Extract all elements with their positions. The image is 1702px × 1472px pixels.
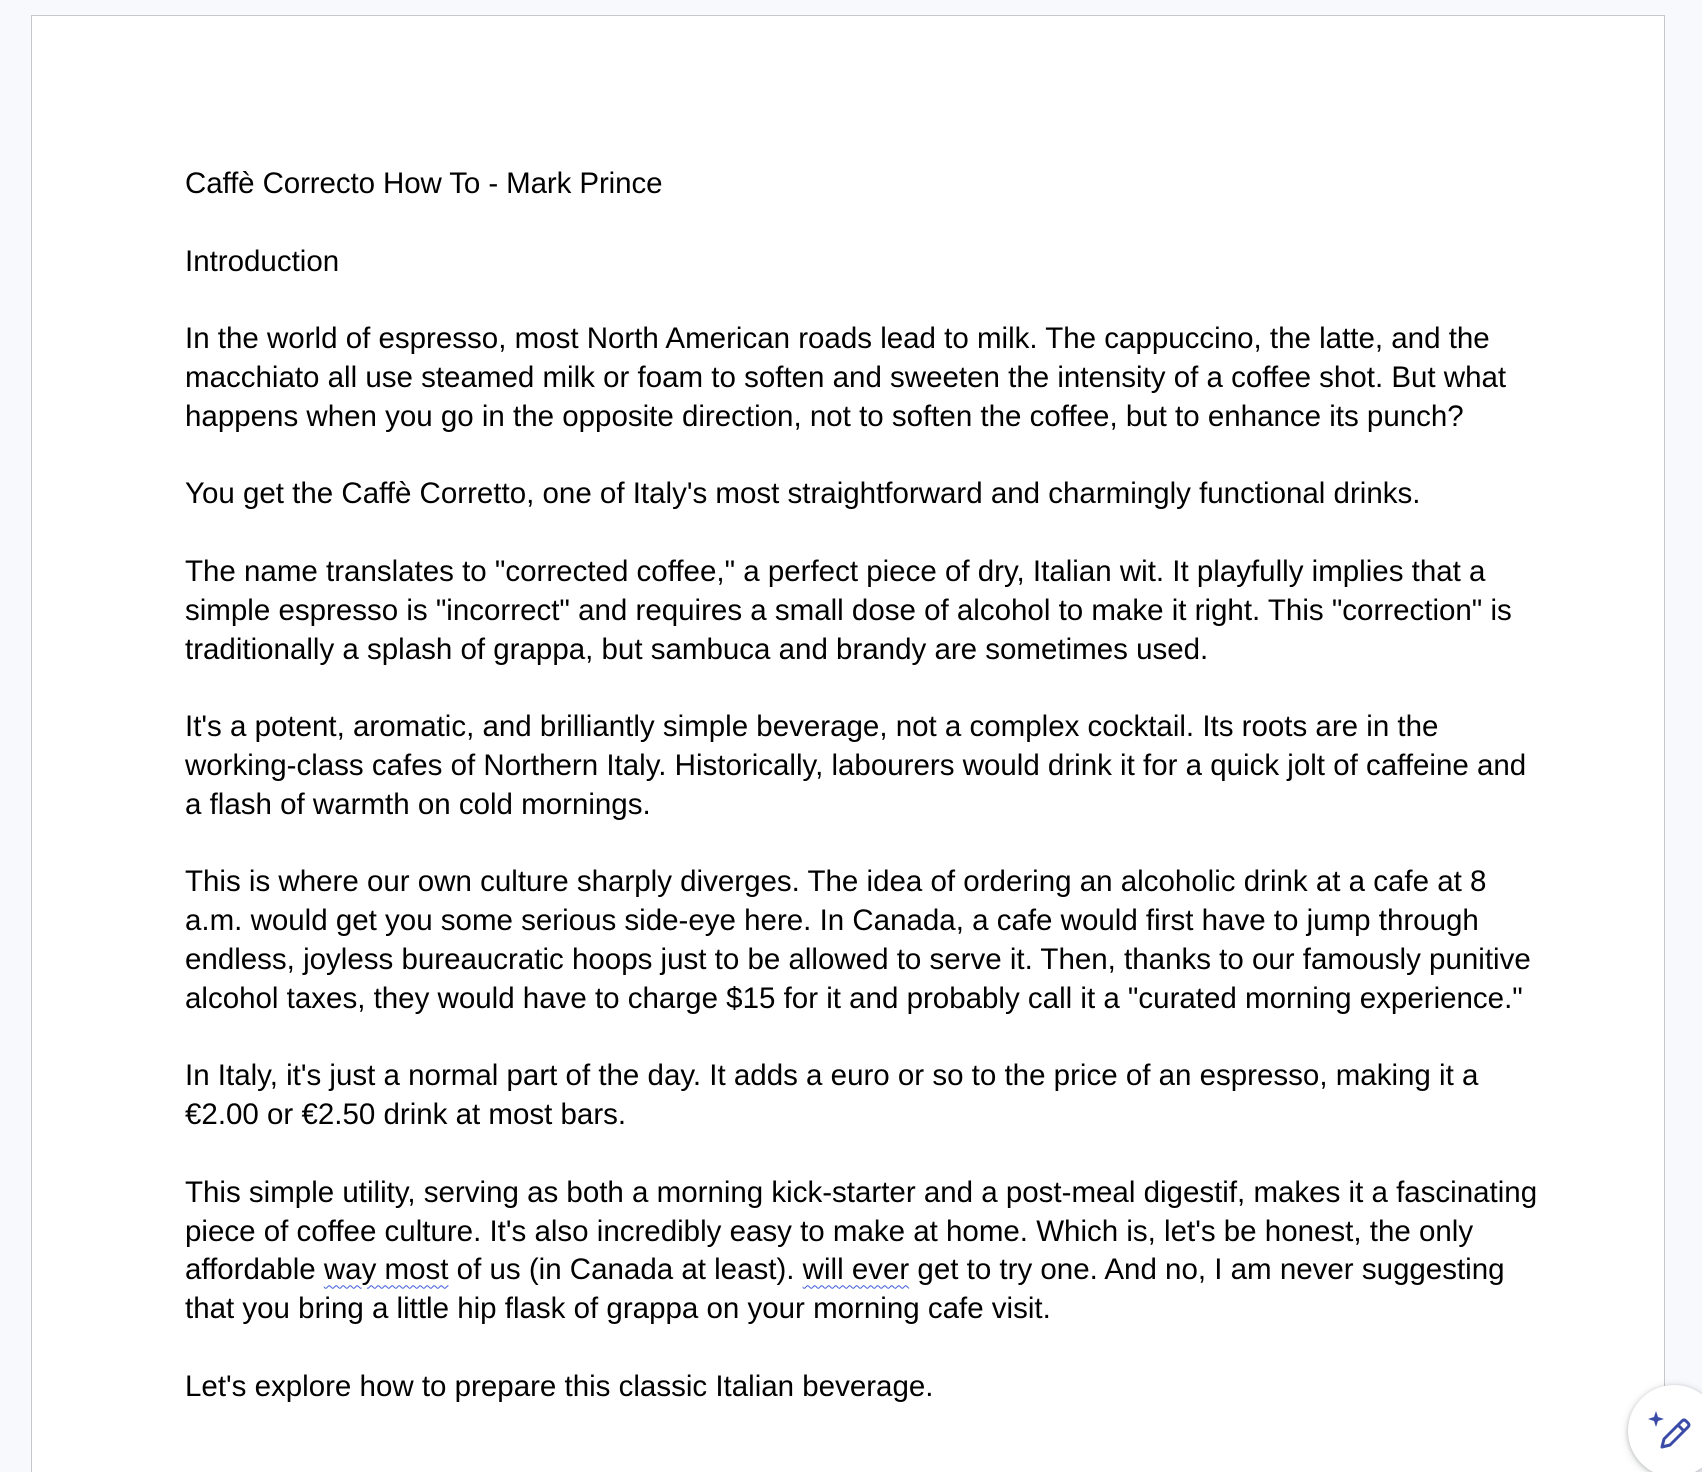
sparkle-pen-icon [1648,1409,1692,1453]
paragraph: You get the Caffè Corretto, one of Italy's most straightforward and charmingly functional drinks. [185,477,1421,511]
paragraph-text: get to try one. And no, I am never suggesting that you bring a little hip flask of grappa on your morning cafe visit. [185,1253,1505,1326]
document-page[interactable] [31,15,1665,1472]
document-title: Caffè Correcto How To - Mark Prince [185,167,663,200]
grammar-flag[interactable]: way most [323,1253,449,1287]
paragraph: Let's explore how to prepare this classic Italian beverage. [185,1369,934,1403]
paragraph: The name translates to "corrected coffee," a perfect piece of dry, Italian wit. It playfully implies that a simple espresso is "incorrect" and requires a small dose of alcohol to make it right. This "correction" is traditionally a splash of grappa, but sambuca and brandy are sometimes used. [185,554,1512,666]
paragraph: In the world of espresso, most North American roads lead to milk. The cappuccino, the latte, and the macchiato all use steamed milk or foam to soften and sweeten the intensity of a coffee shot. But what happens when you go in the opposite direction, not to soften the coffee, but to enhance its punch? [185,322,1507,433]
paragraph: This is where our own culture sharply diverges. The idea of ordering an alcoholic drink at a cafe at 8 a.m. would get you some serious side-eye here. In Canada, a cafe would first have to jump through endless, joyless bureaucratic hoops just to be allowed to serve it. Then, thanks to our famously punitive alcohol taxes, they would have to charge $15 for it and probably call it a "curated morning experience." [185,865,1531,1015]
document-body[interactable] [185,165,1545,1445]
paragraph: In Italy, it's just a normal part of the day. It adds a euro or so to the price of an espresso, making it a €2.00 or €2.50 drink at most bars. [185,1059,1479,1132]
paragraph: It's a potent, aromatic, and brilliantly simple beverage, not a complex cocktail. Its roots are in the working-class cafes of Northern Italy. Historically, labourers would drink it for a quick jolt of caffeine and a flash of warmth on cold mornings. [185,710,1527,821]
grammar-flag[interactable]: will ever [802,1253,910,1287]
paragraph-text: of us (in Canada at least). [448,1253,803,1287]
section-heading: Introduction [185,244,340,278]
paragraph [185,1174,1545,1329]
paragraph-text: This simple utility, serving as both a morning kick-starter and a post-meal digestif, makes it a fascinating piece of coffee culture. It's also incredibly easy to make at home. Which is, let's be honest, the only affordable [185,1175,1538,1287]
